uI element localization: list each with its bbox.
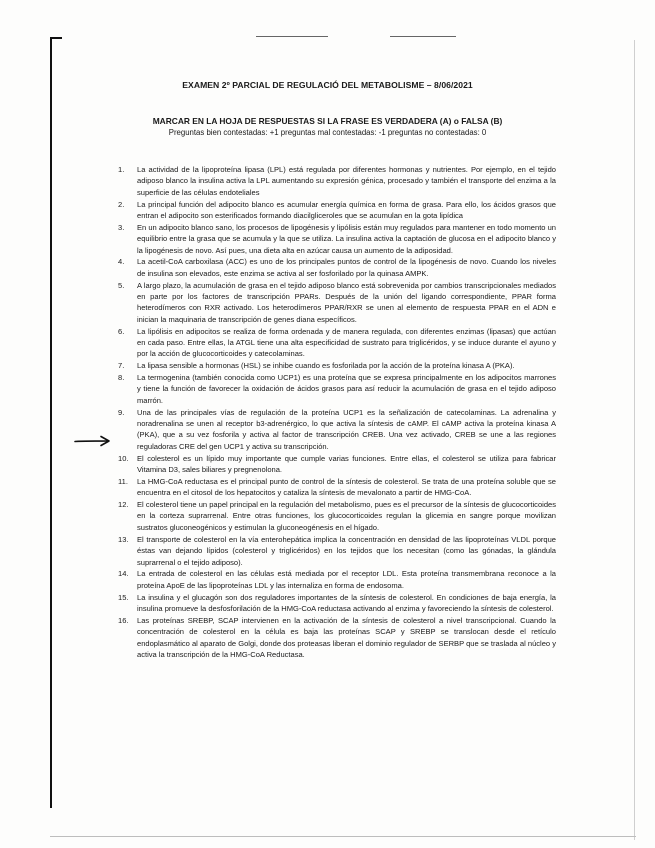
question-list — [118, 164, 556, 661]
question-number: 5. — [118, 280, 125, 290]
scan-bottom-edge — [50, 836, 636, 837]
question-text: La principal función del adipocito blanco es acumular energía química en forma de grasa. Para ello, los ácidos grasos que entran el adipocito son esterificados formando diacilgliceroles que se acumulan en la gota lipídica — [137, 199, 556, 221]
question-number: 11. — [118, 476, 128, 486]
question-text: La lipasa sensible a hormonas (HSL) se inhibe cuando es fosforilada por la acción de la proteína kinasa A (PKA). — [137, 361, 515, 371]
question-number: 6. — [118, 326, 125, 336]
question-text: El transporte de colesterol en la vía enterohepática implica la concentración en densidad de las lipoproteínas VLDL porque éstas van dejando lípidos (colesterol y triglicéridos) en los tejidos que los necesitan (como las gónadas, la glándula suprarrenal o el tejido adiposo). — [137, 534, 556, 567]
question-text: La insulina y el glucagón son dos reguladores importantes de la síntesis de colesterol. En condiciones de baja energía, la insulina promueve la desfosforilación de la HMG-CoA reductasa activando al enzima y favoreciendo la síntesis de colesterol. — [137, 592, 556, 613]
question-item — [118, 568, 556, 591]
question-number: 3. — [118, 222, 125, 232]
question-number: 4. — [118, 257, 125, 267]
question-item — [118, 534, 556, 568]
scan-top-line — [390, 36, 456, 37]
scan-top-line — [256, 36, 328, 37]
question-item — [118, 615, 556, 661]
question-item — [118, 476, 556, 499]
exam-instruction: MARCAR EN LA HOJA DE RESPUESTAS SI LA FRASE ES VERDADERA (A) o FALSA (B) — [152, 116, 503, 126]
question-item — [118, 222, 556, 256]
scan-left-edge — [50, 38, 52, 808]
question-item — [118, 199, 556, 222]
question-text: El colesterol tiene un papel principal en la regulación del metabolismo, pues es el precursor de la síntesis de glucocorticoides en la corteza suprarrenal. Entre otras funciones, los glucocorticoides regulan la glicemia en sangre porque movilizan sustratos gluconeogénicos y estimulan la gluconeogénesis en el hígado. — [137, 500, 556, 532]
question-text: La entrada de colesterol en las células está mediada por el receptor LDL. Esta proteína transmembrana reconoce a la proteína ApoE de las lipoproteínas LDL y las internaliza en forma de endosoma. — [137, 569, 556, 590]
question-item — [118, 256, 556, 279]
question-text: En un adipocito blanco sano, los procesos de lipogénesis y lipólisis están muy regulados para mantener en todo momento un equilibrio entre la grasa que se acumula y la que se utiliza. La insulina activa la captación de glucosa en el adipocito blanco y la lipogénesis de novo. Así pues, una dieta alta en azúcar causa un aumento de la adiposidad. — [137, 222, 556, 255]
question-number: 2. — [118, 199, 125, 209]
question-number: 13. — [118, 534, 129, 544]
question-item — [118, 453, 556, 476]
question-item-marked — [118, 372, 556, 406]
question-number: 10. — [118, 453, 129, 463]
scan-top-left-edge — [50, 37, 62, 39]
question-number: 16. — [118, 615, 129, 625]
question-item — [118, 360, 556, 371]
question-item — [118, 280, 556, 326]
scoring-rules: Preguntas bien contestadas: +1 preguntas mal contestadas: -1 preguntas no contestadas: 0 — [168, 128, 487, 137]
exam-title: EXAMEN 2º PARCIAL DE REGULACIÓ DEL METABOLISME – 8/06/2021 — [182, 80, 473, 90]
question-number: 9. — [118, 407, 125, 417]
question-text: La termogenina (también conocida como UCP1) es una proteína que se expresa principalmente en los adipocitos marrones y tiene la función de favorecer la oxidación de ácidos grasos para así reducir la acumulación de grasa en el tejido adiposo marrón. — [137, 373, 556, 405]
question-text: La HMG-CoA reductasa es el principal punto de control de la síntesis de colesterol. Se trata de una proteína soluble que se encuentra en el citosol de los hepatocitos y cataliza la síntesis de mevalonato a partir de HMG-CoA. — [137, 476, 556, 498]
question-number: 1. — [118, 165, 125, 174]
hand-drawn-arrow-icon — [74, 434, 112, 448]
question-item — [118, 164, 556, 198]
question-text: La lipólisis en adipocitos se realiza de forma ordenada y de manera regulada, con diferentes enzimas (lipasas) que actúan en cada paso. Entre ellas, la ATGL tiene una alta especificidad de sustrato para triglicéridos, y se induce durante el ayuno y por la acción de glucocorticoides y catecolaminas. — [137, 326, 556, 359]
question-number: 15. — [118, 592, 129, 602]
question-text: La acetil-CoA carboxilasa (ACC) es uno de los principales puntos de control de la lipogénesis de novo. Cuando los niveles de insulina son elevados, este enzima se activa al ser fosforilado por la quinasa AMPK. — [137, 257, 556, 278]
question-number: 14. — [118, 569, 129, 579]
question-text: La actividad de la lipoproteína lipasa (LPL) está regulada por diferentes hormonas y nutrientes. Por ejemplo, en el tejido adiposo blanco la insulina activa la LPL aumentando su expresión génica, procesado y también el transporte del enzima a la superficie de las células endoteliales — [137, 165, 556, 197]
question-number: 7. — [118, 361, 125, 371]
question-item — [118, 407, 556, 453]
question-item — [118, 592, 556, 615]
question-number: 12. — [118, 500, 129, 510]
question-item — [118, 326, 556, 360]
question-text: Una de las principales vías de regulación de la proteína UCP1 es la señalización de catecolaminas. La adrenalina y noradrenalina se unen al receptor b3-adrenérgico, lo que activa la síntesis de cAMP. El cAMP activa la proteína kinasa A (PKA), que a su vez fosforila y activa al factor de transcripción CREB. Una vez activado, CREB se une a las regiones reguladoras CRE del gen UCP1 y activa su transcripción. — [137, 407, 556, 451]
question-text: Las proteínas SREBP, SCAP intervienen en la activación de la síntesis de colesterol a nivel transcripcional. Cuando la concentración de colesterol en la célula es baja las proteínas SCAP y SREBP se translocan desde el retículo endoplasmático al aparato de Golgi, donde dos proteasas liberan el dominio regulador de SERBP que se traslada al núcleo y activa la transcripción de la HMG-CoA Reductasa. — [137, 615, 556, 659]
question-text: El colesterol es un lípido muy importante que cumple varias funciones. Entre ellas, el colesterol se utiliza para fabricar Vitamina D3, sales biliares y pregnenolona. — [137, 453, 556, 475]
question-item — [118, 499, 556, 533]
question-number: 8. — [118, 373, 125, 383]
scan-right-edge — [634, 40, 635, 840]
question-text: A largo plazo, la acumulación de grasa en el tejido adiposo blanco está sobrevenida por cambios transcripcionales mediados en parte por los factores de transcripción PPARs. Después de la unión del ligando correspondiente, PPAR forma heterodímeros con RXR activado. Los heterodímeros PPAR/RXR se unen al elemento de respuesta PPAR en el ADN e inician la maquinaria de transcripción de genes diana específicos. — [137, 280, 556, 324]
